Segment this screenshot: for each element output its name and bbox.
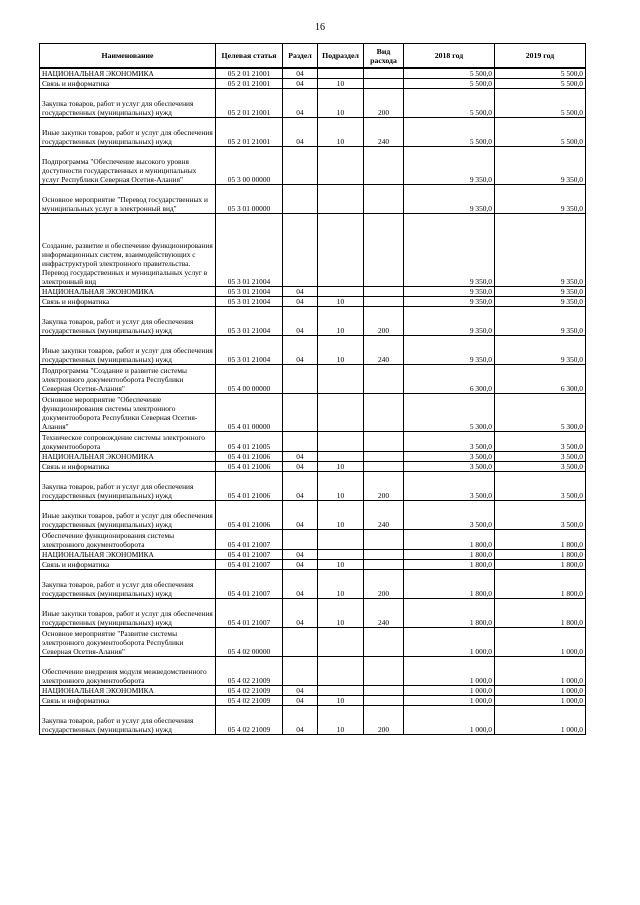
- table-row: [40, 706, 586, 735]
- cell-section: 04: [283, 307, 318, 336]
- cell-name: Создание, развитие и обеспечение функционирования информационных систем, взаимодействующих с инфраструктурой электронного правительства. Перевод государственных и муниципальных услуг в электронный вид: [40, 214, 216, 287]
- cell-expense-type: 240: [364, 336, 404, 365]
- cell-expense-type: 240: [364, 118, 404, 147]
- cell-subsection: 10: [318, 599, 364, 628]
- cell-2019: 9 350,0: [495, 336, 586, 365]
- cell-2018: 9 350,0: [404, 336, 495, 365]
- cell-target: 05 4 01 21005: [216, 432, 283, 452]
- cell-expense-type: 200: [364, 706, 404, 735]
- cell-subsection: [318, 628, 364, 657]
- cell-2018: 1 800,0: [404, 570, 495, 599]
- table-row: [40, 501, 586, 530]
- cell-target: 05 4 01 00000: [216, 394, 283, 432]
- table-row: [40, 560, 586, 570]
- cell-2018: 1 000,0: [404, 706, 495, 735]
- cell-2019: 6 300,0: [495, 365, 586, 394]
- cell-expense-type: [364, 696, 404, 706]
- header-target: Целевая статья: [216, 44, 283, 69]
- cell-2019: 1 800,0: [495, 599, 586, 628]
- cell-2019: 1 800,0: [495, 570, 586, 599]
- cell-2019: 9 350,0: [495, 297, 586, 307]
- cell-2019: 1 000,0: [495, 686, 586, 696]
- cell-subsection: [318, 432, 364, 452]
- cell-name: НАЦИОНАЛЬНАЯ ЭКОНОМИКА: [40, 68, 216, 79]
- cell-name: НАЦИОНАЛЬНАЯ ЭКОНОМИКА: [40, 287, 216, 297]
- cell-2019: 3 500,0: [495, 432, 586, 452]
- cell-2019: 3 500,0: [495, 452, 586, 462]
- cell-name: Закупка товаров, работ и услуг для обеспечения государственных (муниципальных) нужд: [40, 472, 216, 501]
- header-expense-type: Вид расхода: [364, 44, 404, 69]
- cell-2018: 3 500,0: [404, 452, 495, 462]
- cell-target: 05 3 01 00000: [216, 185, 283, 214]
- cell-2018: 5 500,0: [404, 68, 495, 79]
- cell-name: Связь и информатика: [40, 297, 216, 307]
- table-row: [40, 147, 586, 185]
- cell-section: [283, 657, 318, 686]
- table-row: [40, 185, 586, 214]
- table-row: [40, 462, 586, 472]
- cell-2019: 1 000,0: [495, 696, 586, 706]
- cell-name: Обеспечение внедрения модуля межведомственного электронного документооборота: [40, 657, 216, 686]
- cell-section: 04: [283, 452, 318, 462]
- cell-2018: 1 000,0: [404, 696, 495, 706]
- cell-subsection: 10: [318, 560, 364, 570]
- table-row: [40, 79, 586, 89]
- table-row: [40, 68, 586, 79]
- table-row: [40, 214, 586, 287]
- cell-section: 04: [283, 89, 318, 118]
- table-row: [40, 686, 586, 696]
- cell-subsection: [318, 365, 364, 394]
- cell-target: 05 2 01 21001: [216, 118, 283, 147]
- cell-subsection: 10: [318, 472, 364, 501]
- cell-subsection: 10: [318, 570, 364, 599]
- cell-target: 05 4 00 00000: [216, 365, 283, 394]
- table-row: [40, 452, 586, 462]
- cell-target: 05 2 01 21001: [216, 68, 283, 79]
- table-row: [40, 696, 586, 706]
- table-row: [40, 297, 586, 307]
- cell-section: 04: [283, 501, 318, 530]
- cell-2019: 5 500,0: [495, 118, 586, 147]
- cell-2019: 5 500,0: [495, 68, 586, 79]
- cell-2019: 3 500,0: [495, 472, 586, 501]
- cell-2018: 9 350,0: [404, 287, 495, 297]
- cell-name: Связь и информатика: [40, 79, 216, 89]
- cell-2018: 9 350,0: [404, 307, 495, 336]
- cell-2018: 9 350,0: [404, 147, 495, 185]
- cell-target: 05 4 02 21009: [216, 657, 283, 686]
- cell-2019: 1 800,0: [495, 550, 586, 560]
- cell-name: Закупка товаров, работ и услуг для обеспечения государственных (муниципальных) нужд: [40, 706, 216, 735]
- cell-name: Закупка товаров, работ и услуг для обеспечения государственных (муниципальных) нужд: [40, 89, 216, 118]
- cell-2018: 5 500,0: [404, 79, 495, 89]
- cell-2018: 1 800,0: [404, 599, 495, 628]
- cell-2018: 1 800,0: [404, 530, 495, 550]
- table-row: [40, 550, 586, 560]
- table-row: [40, 432, 586, 452]
- table-row: [40, 336, 586, 365]
- header-section: Раздел: [283, 44, 318, 69]
- cell-subsection: 10: [318, 118, 364, 147]
- cell-2018: 5 300,0: [404, 394, 495, 432]
- cell-name: Основное мероприятие "Развитие системы электронного документооборота Республики Северная Осетия-Алания": [40, 628, 216, 657]
- cell-expense-type: [364, 657, 404, 686]
- cell-expense-type: [364, 530, 404, 550]
- cell-target: 05 4 01 21007: [216, 570, 283, 599]
- cell-expense-type: [364, 287, 404, 297]
- cell-2019: 9 350,0: [495, 287, 586, 297]
- cell-target: 05 4 01 21007: [216, 599, 283, 628]
- table-row: [40, 530, 586, 550]
- cell-section: 04: [283, 462, 318, 472]
- cell-2019: 5 300,0: [495, 394, 586, 432]
- cell-expense-type: [364, 185, 404, 214]
- header-2019: 2019 год: [495, 44, 586, 69]
- cell-2019: 5 500,0: [495, 79, 586, 89]
- cell-expense-type: [364, 560, 404, 570]
- table-row: [40, 89, 586, 118]
- cell-2018: 5 500,0: [404, 89, 495, 118]
- cell-2019: 9 350,0: [495, 185, 586, 214]
- header-subsection: Подраздел: [318, 44, 364, 69]
- cell-name: НАЦИОНАЛЬНАЯ ЭКОНОМИКА: [40, 452, 216, 462]
- cell-subsection: [318, 452, 364, 462]
- cell-section: [283, 147, 318, 185]
- cell-2018: 6 300,0: [404, 365, 495, 394]
- cell-2018: 1 800,0: [404, 550, 495, 560]
- cell-subsection: 10: [318, 307, 364, 336]
- cell-section: [283, 628, 318, 657]
- cell-subsection: 10: [318, 501, 364, 530]
- cell-expense-type: [364, 452, 404, 462]
- cell-subsection: [318, 214, 364, 287]
- table-row: [40, 628, 586, 657]
- cell-section: 04: [283, 696, 318, 706]
- cell-target: 05 4 02 00000: [216, 628, 283, 657]
- cell-name: Техническое сопровождение системы электронного документооборота: [40, 432, 216, 452]
- cell-2019: 3 500,0: [495, 501, 586, 530]
- cell-2018: 1 000,0: [404, 628, 495, 657]
- cell-2018: 1 000,0: [404, 686, 495, 696]
- cell-expense-type: 240: [364, 501, 404, 530]
- cell-subsection: 10: [318, 462, 364, 472]
- cell-subsection: 10: [318, 79, 364, 89]
- cell-2018: 3 500,0: [404, 462, 495, 472]
- cell-2019: 1 000,0: [495, 706, 586, 735]
- cell-target: 05 2 01 21001: [216, 79, 283, 89]
- cell-subsection: [318, 147, 364, 185]
- cell-2018: 1 800,0: [404, 560, 495, 570]
- cell-name: Подпрограмма "Создание и развитие системы электронного документооборота Республики Северная Осетия-Алания": [40, 365, 216, 394]
- cell-section: 04: [283, 297, 318, 307]
- cell-2019: 3 500,0: [495, 462, 586, 472]
- cell-name: Закупка товаров, работ и услуг для обеспечения государственных (муниципальных) нужд: [40, 307, 216, 336]
- cell-2019: 1 800,0: [495, 560, 586, 570]
- cell-section: [283, 185, 318, 214]
- cell-name: Основное мероприятие "Перевод государственных и муниципальных услуг в электронный вид": [40, 185, 216, 214]
- cell-target: 05 4 02 21009: [216, 706, 283, 735]
- cell-2018: 1 000,0: [404, 657, 495, 686]
- cell-name: Иные закупки товаров, работ и услуг для обеспечения государственных (муниципальных) нужд: [40, 118, 216, 147]
- cell-section: 04: [283, 79, 318, 89]
- cell-expense-type: [364, 147, 404, 185]
- cell-section: [283, 394, 318, 432]
- cell-target: 05 3 01 21004: [216, 297, 283, 307]
- cell-expense-type: [364, 432, 404, 452]
- cell-section: 04: [283, 336, 318, 365]
- cell-subsection: [318, 287, 364, 297]
- cell-expense-type: 200: [364, 89, 404, 118]
- cell-expense-type: 200: [364, 570, 404, 599]
- cell-target: 05 4 02 21009: [216, 686, 283, 696]
- cell-2018: 3 500,0: [404, 472, 495, 501]
- cell-2019: 1 000,0: [495, 628, 586, 657]
- cell-2019: 9 350,0: [495, 214, 586, 287]
- cell-expense-type: [364, 365, 404, 394]
- cell-subsection: 10: [318, 706, 364, 735]
- cell-section: 04: [283, 68, 318, 79]
- cell-section: 04: [283, 550, 318, 560]
- cell-2019: 9 350,0: [495, 147, 586, 185]
- cell-subsection: 10: [318, 89, 364, 118]
- cell-expense-type: [364, 79, 404, 89]
- cell-section: [283, 530, 318, 550]
- cell-name: Подпрограмма "Обеспечение высокого уровня доступности государственных и муниципальных услуг Республики Северная Осетия-Алания": [40, 147, 216, 185]
- cell-name: Иные закупки товаров, работ и услуг для обеспечения государственных (муниципальных) нужд: [40, 336, 216, 365]
- cell-subsection: [318, 686, 364, 696]
- cell-2019: 1 800,0: [495, 530, 586, 550]
- header-name: Наименование: [40, 44, 216, 69]
- cell-section: 04: [283, 472, 318, 501]
- cell-section: [283, 214, 318, 287]
- cell-subsection: [318, 185, 364, 214]
- cell-target: 05 4 01 21006: [216, 501, 283, 530]
- cell-section: 04: [283, 287, 318, 297]
- table-row: [40, 365, 586, 394]
- cell-2019: 9 350,0: [495, 307, 586, 336]
- cell-expense-type: [364, 550, 404, 560]
- cell-subsection: [318, 394, 364, 432]
- cell-target: 05 3 01 21004: [216, 287, 283, 297]
- cell-subsection: [318, 657, 364, 686]
- cell-section: 04: [283, 118, 318, 147]
- cell-expense-type: 240: [364, 599, 404, 628]
- cell-target: 05 2 01 21001: [216, 89, 283, 118]
- cell-2018: 9 350,0: [404, 214, 495, 287]
- table-body: [40, 68, 586, 735]
- cell-target: 05 4 01 21006: [216, 462, 283, 472]
- cell-expense-type: [364, 462, 404, 472]
- table-row: [40, 287, 586, 297]
- cell-section: [283, 432, 318, 452]
- cell-2018: 9 350,0: [404, 185, 495, 214]
- table-row: [40, 307, 586, 336]
- cell-name: Связь и информатика: [40, 462, 216, 472]
- cell-name: НАЦИОНАЛЬНАЯ ЭКОНОМИКА: [40, 550, 216, 560]
- cell-target: 05 4 01 21007: [216, 550, 283, 560]
- cell-target: 05 4 01 21007: [216, 560, 283, 570]
- cell-section: 04: [283, 570, 318, 599]
- cell-section: 04: [283, 599, 318, 628]
- cell-name: Иные закупки товаров, работ и услуг для обеспечения государственных (муниципальных) нужд: [40, 599, 216, 628]
- cell-2018: 9 350,0: [404, 297, 495, 307]
- cell-subsection: 10: [318, 336, 364, 365]
- cell-expense-type: [364, 686, 404, 696]
- table-row: [40, 394, 586, 432]
- cell-expense-type: [364, 214, 404, 287]
- cell-2018: 3 500,0: [404, 432, 495, 452]
- cell-section: [283, 365, 318, 394]
- cell-name: НАЦИОНАЛЬНАЯ ЭКОНОМИКА: [40, 686, 216, 696]
- cell-name: Иные закупки товаров, работ и услуг для обеспечения государственных (муниципальных) нужд: [40, 501, 216, 530]
- cell-name: Закупка товаров, работ и услуг для обеспечения государственных (муниципальных) нужд: [40, 570, 216, 599]
- cell-name: Связь и информатика: [40, 560, 216, 570]
- page-number: 16: [315, 22, 325, 33]
- header-2018: 2018 год: [404, 44, 495, 69]
- cell-2018: 3 500,0: [404, 501, 495, 530]
- cell-expense-type: [364, 628, 404, 657]
- cell-section: 04: [283, 686, 318, 696]
- cell-expense-type: [364, 394, 404, 432]
- cell-subsection: [318, 550, 364, 560]
- cell-target: 05 4 01 21007: [216, 530, 283, 550]
- cell-section: 04: [283, 706, 318, 735]
- cell-subsection: [318, 530, 364, 550]
- cell-2019: 1 000,0: [495, 657, 586, 686]
- cell-target: 05 3 01 21004: [216, 214, 283, 287]
- cell-target: 05 4 01 21006: [216, 472, 283, 501]
- cell-subsection: 10: [318, 696, 364, 706]
- cell-subsection: [318, 68, 364, 79]
- cell-target: 05 4 01 21006: [216, 452, 283, 462]
- cell-expense-type: [364, 68, 404, 79]
- cell-2019: 5 500,0: [495, 89, 586, 118]
- table-row: [40, 657, 586, 686]
- cell-section: 04: [283, 560, 318, 570]
- cell-name: Связь и информатика: [40, 696, 216, 706]
- cell-expense-type: 200: [364, 472, 404, 501]
- cell-name: Обеспечение функционирования системы электронного документооборота: [40, 530, 216, 550]
- cell-expense-type: [364, 297, 404, 307]
- cell-subsection: 10: [318, 297, 364, 307]
- cell-target: 05 4 02 21009: [216, 696, 283, 706]
- cell-target: 05 3 00 00000: [216, 147, 283, 185]
- table-row: [40, 472, 586, 501]
- cell-name: Основное мероприятие "Обеспечение функционирования системы электронного документооборота Республики Северная Осетия-Алания": [40, 394, 216, 432]
- table-row: [40, 570, 586, 599]
- table-row: [40, 118, 586, 147]
- cell-target: 05 3 01 21004: [216, 307, 283, 336]
- cell-target: 05 3 01 21004: [216, 336, 283, 365]
- table-row: [40, 599, 586, 628]
- cell-2018: 5 500,0: [404, 118, 495, 147]
- cell-expense-type: 200: [364, 307, 404, 336]
- table-header-row: [40, 44, 586, 69]
- budget-table: [39, 43, 586, 735]
